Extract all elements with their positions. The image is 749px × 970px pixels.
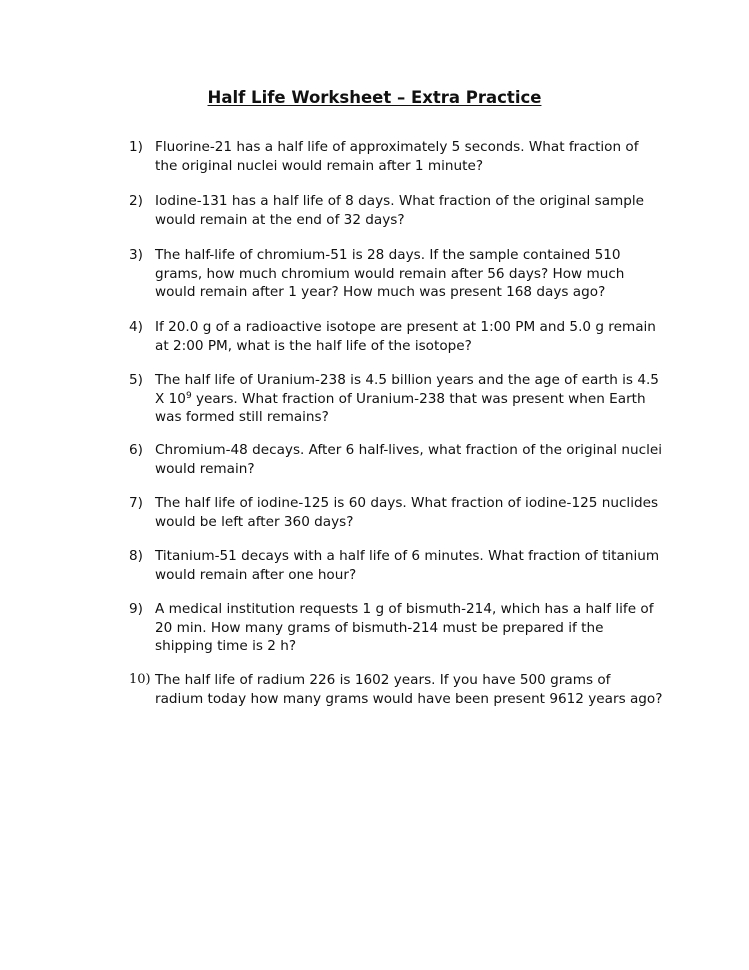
question-line: would be left after 360 days? xyxy=(155,513,354,530)
question-line: at 2:00 PM, what is the half life of the isotope? xyxy=(155,337,472,354)
question-text xyxy=(155,138,645,175)
question-text xyxy=(155,600,654,656)
question-line: The half life of iodine-125 is 60 days. What fraction of iodine-125 nuclides xyxy=(155,495,659,511)
question-text xyxy=(155,318,656,355)
question-line: would remain after one hour? xyxy=(155,566,357,583)
question-line: shipping time is 2 h? xyxy=(155,638,297,654)
question-number: 5) xyxy=(129,372,143,388)
question-line: Fluorine-21 has a half life of approximately 5 seconds. What fraction of xyxy=(155,139,639,155)
question-line: the original nuclei would remain after 1 minute? xyxy=(155,157,484,174)
question-text xyxy=(155,671,663,708)
question-number: 7) xyxy=(129,495,143,511)
worksheet-title: Half Life Worksheet – Extra Practice xyxy=(207,88,542,107)
question-line: radium today how many grams would have been present 9612 years ago? xyxy=(155,690,663,707)
question-line: Titanium-51 decays with a half life of 6 minutes. What fraction of titanium xyxy=(155,548,660,564)
sci-notation-base: X 10 xyxy=(155,390,186,407)
question-number: 9) xyxy=(129,601,143,617)
question-line: The half life of Uranium-238 is 4.5 billion years and the age of earth is 4.5 xyxy=(155,372,659,388)
question-text xyxy=(155,371,659,427)
question-text xyxy=(155,246,645,302)
question-number: 3) xyxy=(129,247,143,263)
question-number: 8) xyxy=(129,548,143,564)
question-text xyxy=(155,494,659,531)
question-line: The half life of radium 226 is 1602 years. If you have 500 grams of xyxy=(155,672,611,688)
question-number: 6) xyxy=(129,442,143,458)
question-line: would remain at the end of 32 days? xyxy=(155,211,405,228)
question-text xyxy=(155,441,663,478)
question-line: The half-life of chromium-51 is 28 days. If the sample contained 510 xyxy=(155,247,621,263)
question-line: would remain after 1 year? How much was present 168 days ago? xyxy=(155,284,606,300)
question-line: If 20.0 g of a radioactive isotope are present at 1:00 PM and 5.0 g remain xyxy=(155,319,656,335)
question-number: 10) xyxy=(129,672,151,687)
question-line: Chromium-48 decays. After 6 half-lives, what fraction of the original nuclei xyxy=(155,442,663,458)
question-number: 4) xyxy=(129,319,143,335)
question-line: 20 min. How many grams of bismuth-214 must be prepared if the xyxy=(155,619,604,636)
question-line: Iodine-131 has a half life of 8 days. What fraction of the original sample xyxy=(155,193,645,209)
question-number: 2) xyxy=(129,193,143,209)
sci-notation-exponent: 9 xyxy=(185,390,192,401)
question-text xyxy=(155,547,660,584)
question-line-rest: years. What fraction of Uranium-238 that was present when Earth xyxy=(196,390,646,407)
question-text xyxy=(155,192,645,229)
question-line: was formed still remains? xyxy=(155,409,329,425)
question-line: grams, how much chromium would remain after 56 days? How much xyxy=(155,265,625,282)
question-line: would remain? xyxy=(155,460,255,477)
question-line xyxy=(155,390,645,409)
question-number: 1) xyxy=(129,139,143,155)
question-line: A medical institution requests 1 g of bismuth-214, which has a half life of xyxy=(155,601,654,617)
